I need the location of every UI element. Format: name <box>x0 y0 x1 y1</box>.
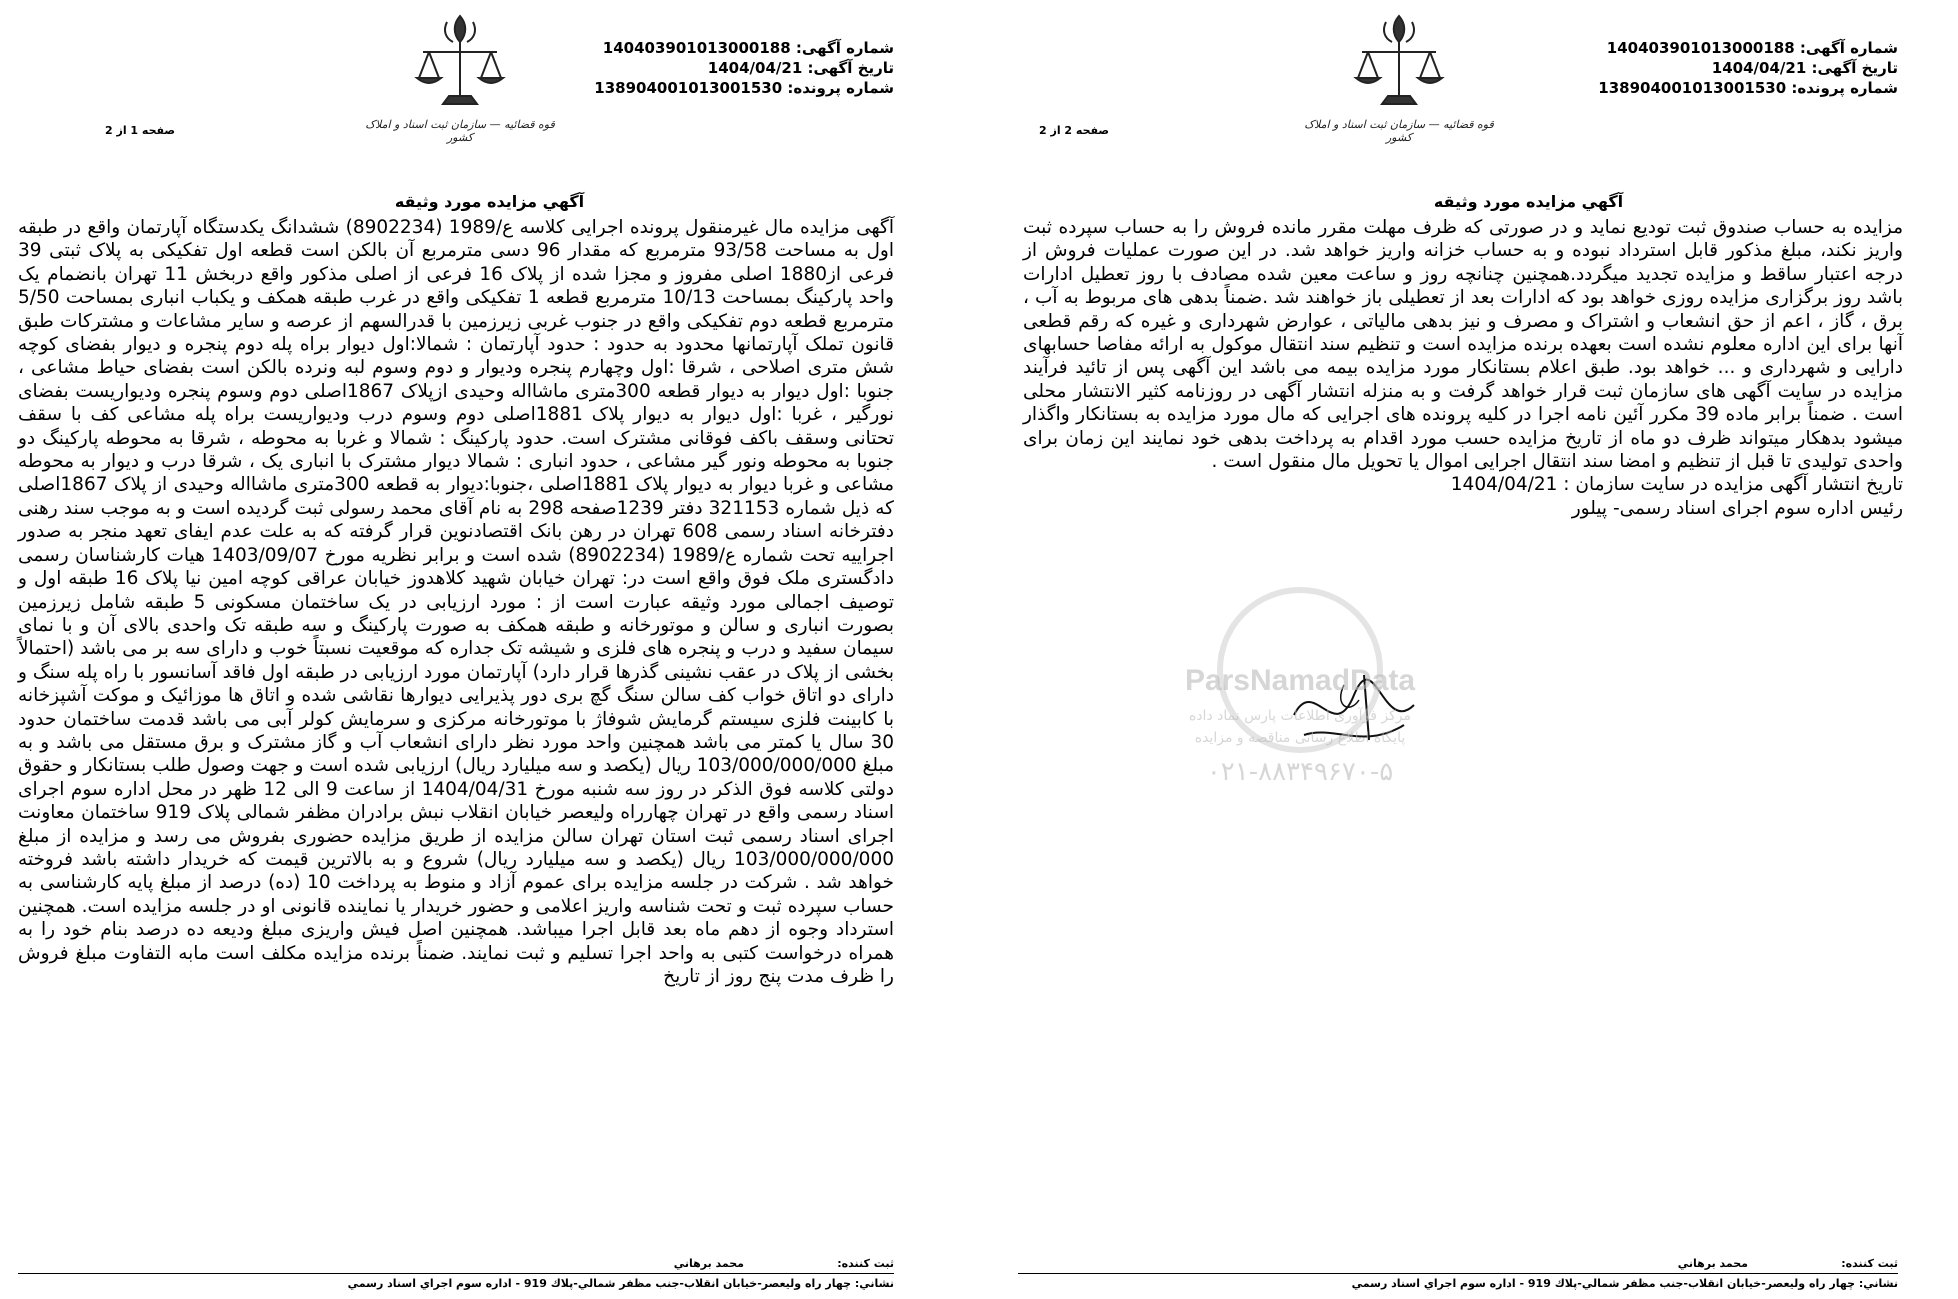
emblem-caption: قوه قضائیه — سازمان ثبت اسناد و املاک کشور <box>365 118 555 144</box>
notice-page-2 <box>979 0 1958 1299</box>
notice-title: آگهي مزايده مورد وثيقه <box>394 192 585 211</box>
watermark-line-2: پایگاه اطلاع رسانی مناقصه و مزایده <box>1194 730 1406 746</box>
page-footer <box>1018 1257 1898 1290</box>
watermark-phone: ۰۲۱-۸۸۳۴۹۶۷۰-۵ <box>1206 757 1394 787</box>
parsnamad-watermark <box>1150 580 1450 820</box>
signatory-line: رئیس اداره سوم اجرای اسناد رسمی- پیلور <box>1571 497 1903 519</box>
judiciary-emblem-icon <box>405 8 515 128</box>
notice-date: 1404/04/21 <box>1711 59 1807 77</box>
notice-body-text: آگهی مزایده مال غیرمنقول پرونده اجرایی کلاسه ع/1989 (8902234) ششدانگ یکدستگاه آپارتمان واقع در طبقه اول به مساحت 93/58 مترمربع که مقدار 96 دسی مترمربع آن بالکن است قطعه اول تفکیکی به پلاک ثبتی 39 فرعی از1880 اصلی مفروز و مجزا شده از پلاک 16 فرعی از اصلی مذکور واقع دربخش 11 تهران بانضمام یک واحد پارکینگ بمساحت 10/13 مترمربع قطعه 1 تفکیکی واقع در غرب طبقه همکف و یکباب انباری بمساحت 5/50 مترمربع قطعه دوم تفکیکی واقع در جنوب غربی زیرزمین با قدرالسهم از عرصه و سایر مشاعات و مشترکات طبق قانون تملک آپارتمانها محدود به حدود : حدود آپارتمان : شمالا:اول دیوار براه پله دوم پنجره و دیوار بفضای کوچه شش متری اصلاحی ، شرقا :اول وچهارم پنجره ودیوار و دوم وسوم لبه ونرده بالکن است بفضای حیاط مشاعی ، جنوبا :اول دیوار به دیوار قطعه 300متری ماشااله وحیدی ازپلاک 1867اصلی دوم وسوم پنجره ودیواریست بفضای نورگیر ، غربا :اول دیوار به دیوار پلاک 1881اصلی دوم وسوم درب ودیواریست براه پله مشاعی کف با سقف تحتانی وسقف باکف فوقانی مشترک است. حدود پارکینگ : شمالا و غربا به محوطه ، شرقا به محوطه پارکینگ دو جنوبا به محوطه ونور گیر مشاعی ، حدود انباری : شمالا دیوار مشترک با انباری یک ، شرقا درب و دیوار به محوطه مشاعی و غربا دیوار به دیوار پلاک 1881اصلی ،جنوبا:دیوار به قطعه 300متری ماشااله وحیدی از پلاک 1867اصلی که ذیل شماره 321153 دفتر 1239صفحه 298 به نام آقای محمد رسولی ثبت گردیده است و به موجب سند رهنی دفترخانه اسناد رسمی 608 تهران در رهن بانک اقتصادنوین قرار گرفته که به علت عدم ایفای تعهد منجر به صدور اجراییه تحت شماره ع/1989 (8902234) شده است و برابر نظریه مورخ 1403/09/07 هیات کارشناسان رسمی دادگستری ملک فوق واقع است در: تهران خیابان شهید کلاهدوز خیابان عراقی کوچه امین نیا پلاک 16 طبقه اول و توصیف اجمالی مورد وثیقه عبارت است از : مورد ارزیابی در یک ساختمان مسکونی 5 طبقه شامل زیرزمین بصورت انباری و سالن و موتورخانه و طبقه همکف به صورت پارکینگ و سه طبقه تک واحدی بالای آن و با نمای سیمان سفید و درب و پنجره های فلزی و شیشه تک جداره که موقعیت نسبتاً خوب و دارای سه بر می باشد (احتمالاً بخشی از پلاک در عقب نشینی گذرها قرار دارد) آپارتمان مورد ارزیابی در طبقه اول فاقد آسانسور با راه پله سنگ و دارای دو اتاق خواب کف سالن سنگ گچ بری دور پذیرایی دیوارها نقاشی شده و اتاق ها موزائیک و موکت آشپزخانه با کابینت فلزی سیستم گرمایش شوفاژ با موتورخانه مرکزی و سرمایش کولر آبی می باشد قدمت ساختمان حدود 30 سال یا کمتر می باشد همچنین واحد مورد نظر دارای انشعاب آب و گاز مشترک و برق مستقل می باشد و به مبلغ 103/000/000/000 ریال (یکصد و سه میلیارد ریال) ارزیابی شده است و جهت وصول طلب بستانکار و حقوق دولتی کلاسه فوق الذکر در روز سه شنبه مورخ 1404/04/31 از ساعت 9 الی 12 ظهر در محل اداره سوم اجرای اسناد رسمی واقع در تهران چهارراه ولیعصر خیابان انقلاب نبش برادران مظفر شمالی پلاک 919 ساختمان معاونت اجرای اسناد رسمی ثبت استان تهران سالن مزایده از طریق مزایده حضوری بفروش می رسد و مزایده از مبلغ 103/000/000/000 ریال (یکصد و سه میلیارد ریال) شروع و به بالاترین قیمت که خریدار داشته باشد فروخته خواهد شد . شرکت در جلسه مزایده برای عموم آزاد و منوط به پرداخت 10 (ده) درصد از مبلغ پایه کارشناسی به حساب سپرده ثبت و تحت شناسه واریز اعلامی و حضور خریدار یا نماینده قانونی او در جلسه مزایده است. همچنین استرداد وجوه از دهم ماه بعد قابل اجرا میباشد. همچنین اصل فیش واریزی مبلغ ودیعه ده درصد بنام خود را به همراه درخواست کتبی به واحد اجرا تسلیم و ثبت نمایند. ضمناً برنده مزایده مکلف است مابه التفاوت مبلغ فروش را ظرف مدت پنج روز از تاریخ <box>18 217 895 987</box>
notice-date-row: تاریخ آگهی: 1404/04/21 <box>707 59 894 77</box>
notice-number: 140403901013000188 <box>1606 39 1795 57</box>
file-number: 138904001013001530 <box>1598 79 1787 97</box>
notice-title: آگهي مزايده مورد وثيقه <box>1433 192 1624 211</box>
notice-date: 1404/04/21 <box>707 59 803 77</box>
watermark-brand: ParsNamadData <box>1184 664 1416 697</box>
recorder-name: محمد برهاني <box>1677 1257 1748 1270</box>
office-address: نشاني: چهار راه وليعصر-خيابان انقلاب-جنب مظفر شمالي-پلاك 919 - اداره سوم اجراي اسناد رسمي <box>18 1273 894 1290</box>
file-number-row: شماره پرونده: 138904001013001530 <box>594 79 894 97</box>
notice-body <box>1023 216 1903 520</box>
watermark-line-1: مرکز فرآوری اطلاعات پارس نماد داده <box>1188 708 1412 724</box>
notice-date-row: تاریخ آگهی: 1404/04/21 <box>1711 59 1898 77</box>
file-number: 138904001013001530 <box>594 79 783 97</box>
publish-date-line: تاریخ انتشار آگهی مزایده در سایت سازمان : 1404/04/21 <box>1450 474 1903 496</box>
emblem-caption: قوه قضائیه — سازمان ثبت اسناد و املاک کشور <box>1304 118 1494 144</box>
notice-number: 140403901013000188 <box>602 39 791 57</box>
notice-header <box>1598 38 1898 98</box>
file-number-row: شماره پرونده: 138904001013001530 <box>1598 79 1898 97</box>
notice-body-text: مزایده به حساب صندوق ثبت تودیع نماید و در صورتی که ظرف مهلت مقرر مانده فروش را به حساب سپرده ثبت واریز نکند، مبلغ مذکور قابل استرداد نبوده و به حساب خزانه واریز خواهد شد. در این صورت عملیات فروش از درجه اعتبار ساقط و مزایده تجدید میگردد.همچنین چنانچه روز و ساعت معین شده مصادف با روز تعطیل ادارات باشد روز برگزاری مزایده روزی خواهد بود که ادارات بعد از تعطیلی باز خواهند شد .ضمناً بدهی های مربوط به آب ، برق ، گاز ، اعم از حق انشعاب و اشتراک و مصرف و نیز بدهی مالیاتی ، عوارض شهرداری و غیره که رقم قطعی آنها برای این اداره معلوم نشده است بعهده برنده مزایده است و تنظیم سند انتقال موکول به ارائه مفاصا حسابهای دارایی و شهرداری و ... خواهد بود. طبق اعلام بستانکار مورد مزایده بیمه می باشد این آگهی پس از تائید فرآیند مزایده در سایت آگهی های سازمان ثبت قرار خواهد گرفت و به منزله انتشار آگهی در روزنامه کثیر الانتشار محلی است . ضمناً برابر ماده 39 مکرر آئین نامه اجرا در کلیه پرونده های اجرایی که مال مورد مزایده به بستانکار واگذار میشود بدهکار میتواند ظرف دو ماه از تاریخ مزایده حسب مورد اقدام به پرداخت بدهی خود نمایند این زمان برای واحدی تولیدی تا قبل از تنظیم و امضا سند انتقال اجرایی اموال یا تحویل مال منقول است . <box>1023 217 1903 473</box>
recorder-row <box>1018 1257 1898 1273</box>
office-address: نشاني: چهار راه وليعصر-خيابان انقلاب-جنب مظفر شمالي-پلاك 919 - اداره سوم اجراي اسناد رسمي <box>1018 1273 1898 1290</box>
page-footer <box>18 1257 894 1290</box>
notice-number-row: شماره آگهی: 140403901013000188 <box>1606 39 1898 57</box>
recorder-label: ثبت كننده: <box>1841 1257 1898 1270</box>
notice-body <box>18 216 894 988</box>
recorder-label: ثبت كننده: <box>837 1257 894 1270</box>
page-number: صفحه 2 از 2 <box>1039 124 1110 137</box>
page-number: صفحه 1 از 2 <box>105 124 176 137</box>
judiciary-emblem-icon <box>1344 8 1454 128</box>
notice-number-row: شماره آگهی: 140403901013000188 <box>602 39 894 57</box>
recorder-row <box>18 1257 894 1273</box>
recorder-name: محمد برهاني <box>673 1257 744 1270</box>
notice-header <box>594 38 894 98</box>
